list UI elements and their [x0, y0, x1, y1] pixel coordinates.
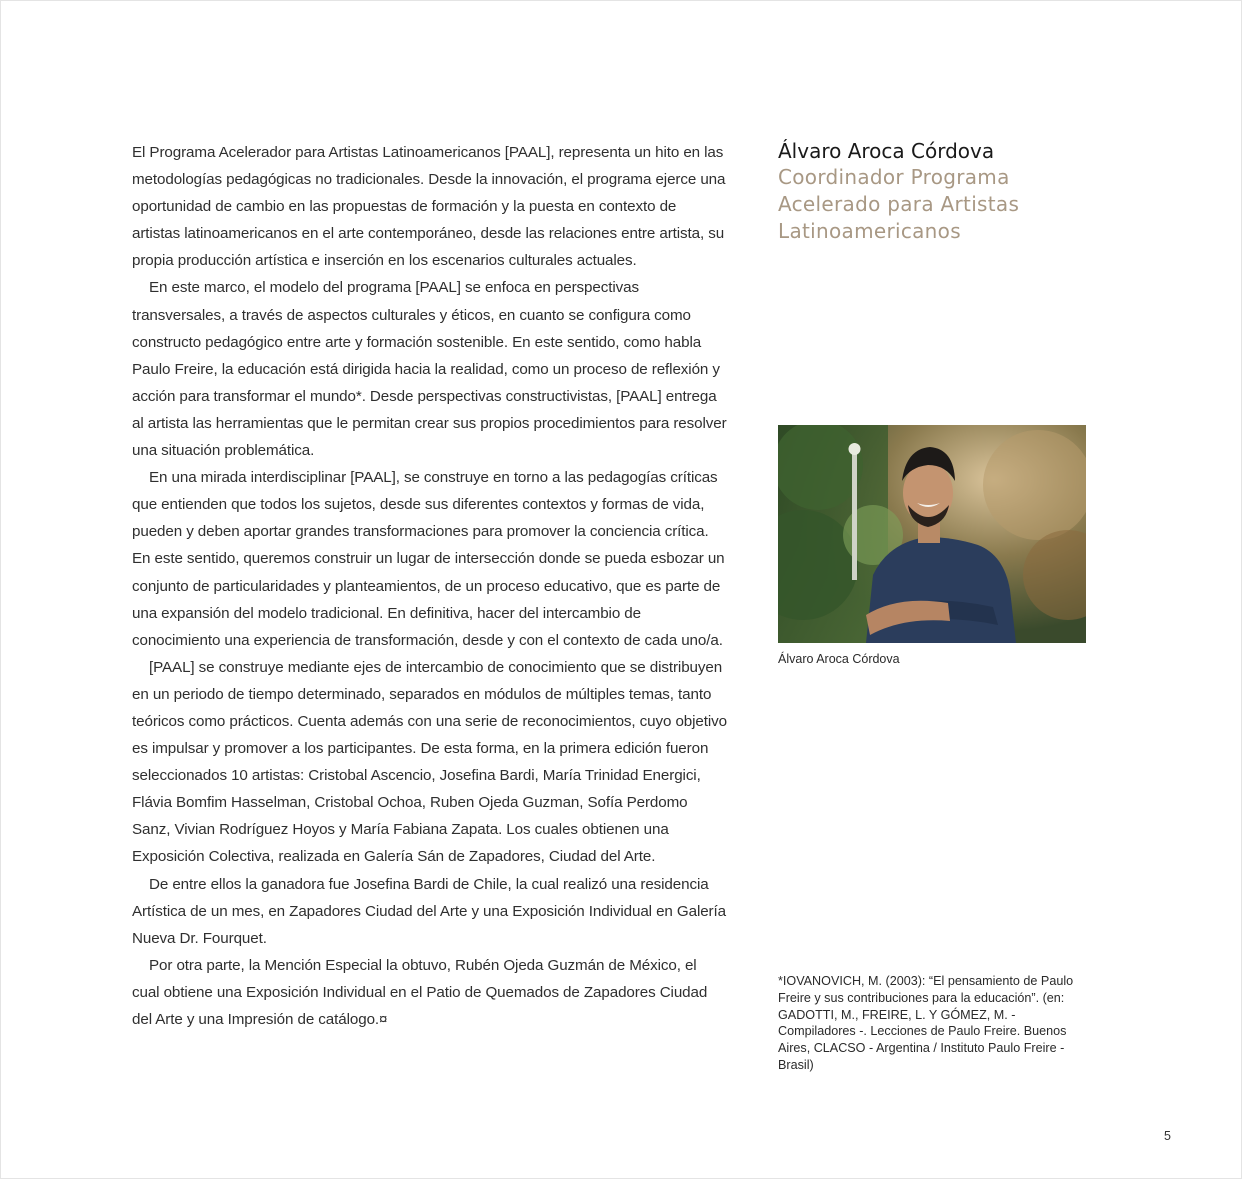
- footnote: *IOVANOVICH, M. (2003): “El pensamiento de Paulo Freire y sus contribuciones para la educación”. (en: GADOTTI, M., FREIRE, L. Y GÓMEZ, M. - Compiladores -. Lecciones de Paulo Freire. Buenos Aires, CLACSO - Argentina / Instituto Paulo Freire - Brasil): [778, 974, 1074, 1072]
- author-photo: [778, 425, 1086, 643]
- author-role: Coordinador Programa Acelerado para Artistas Latinoamericanos: [778, 165, 1020, 243]
- article-body: [132, 139, 728, 1033]
- article-paragraph-6: Por otra parte, la Mención Especial la obtuvo, Rubén Ojeda Guzmán de México, el cual obtiene una Exposición Individual en el Patio de Quemados de Zapadores Ciudad del Arte y una Impresión de catálogo.¤: [132, 956, 708, 1028]
- article-paragraph-2: En este marco, el modelo del programa [PAAL] se enfoca en perspectivas transversales, a través de aspectos culturales y éticos, en cuanto se configura como constructo pedagógico entre arte y formación sostenible. En este sentido, como habla Paulo Freire, la educación está dirigida hacia la realidad, como un proceso de reflexión y acción para transformar el mundo*. Desde perspectivas constructivistas, [PAAL] entrega al artista las herramientas que le permitan crear sus propios procedimientos para resolver una situación problemática.: [132, 279, 727, 460]
- article-paragraph-5: De entre ellos la ganadora fue Josefina Bardi de Chile, la cual realizó una residencia Artística de un mes, en Zapadores Ciudad del Arte y una Exposición Individual en Galería Nueva Dr. Fourquet.: [132, 875, 726, 947]
- page-number: 5: [1164, 1129, 1171, 1143]
- photo-caption: Álvaro Aroca Córdova: [778, 652, 900, 666]
- article-paragraph-3: En una mirada interdisciplinar [PAAL], se construye en torno a las pedagogías críticas que entienden que todos los sujetos, desde sus diferentes contextos y formas de vida, pueden y deben aportar grandes transformaciones para promover la conciencia crítica. En este sentido, queremos construir un lugar de intersección donde se pueda esbozar un conjunto de particularidades y planteamientos, de un proceso educativo, que es parte de una expansión del modelo tradicional. En definitiva, hacer del intercambio de conocimiento una experiencia de transformación, desde y con el contexto de cada uno/a.: [132, 469, 725, 649]
- author-name: Álvaro Aroca Córdova: [778, 139, 995, 163]
- article-paragraph-4: [PAAL] se construye mediante ejes de intercambio de conocimiento que se distribuyen en un periodo de tiempo determinado, separados en módulos de múltiples temas, tanto teóricos como prácticos. Cuenta además con una serie de reconocimientos, cuyo objetivo es impulsar y promover a los participantes. De esta forma, en la primera edición fueron seleccionados 10 artistas: Cristobal Ascencio, Josefina Bardi, María Trinidad Energici, Flávia Bomfim Hasselman, Cristobal Ochoa, Ruben Ojeda Guzman, Sofía Perdomo Sanz, Vivian Rodríguez Hoyos y María Fabiana Zapata. Los cuales obtienen una Exposición Colectiva, realizada en Galería Sán de Zapadores, Ciudad del Arte.: [132, 658, 728, 866]
- article-paragraph-1: El Programa Acelerador para Artistas Latinoamericanos [PAAL], representa un hito en las metodologías pedagógicas no tradicionales. Desde la innovación, el programa ejerce una oportunidad de cambio en las propuestas de formación y la puesta en contexto de artistas latinoamericanos en el arte contemporáneo, desde las relaciones entre artista, su propia producción artística e inserción en los escenarios culturales actuales.: [132, 144, 726, 270]
